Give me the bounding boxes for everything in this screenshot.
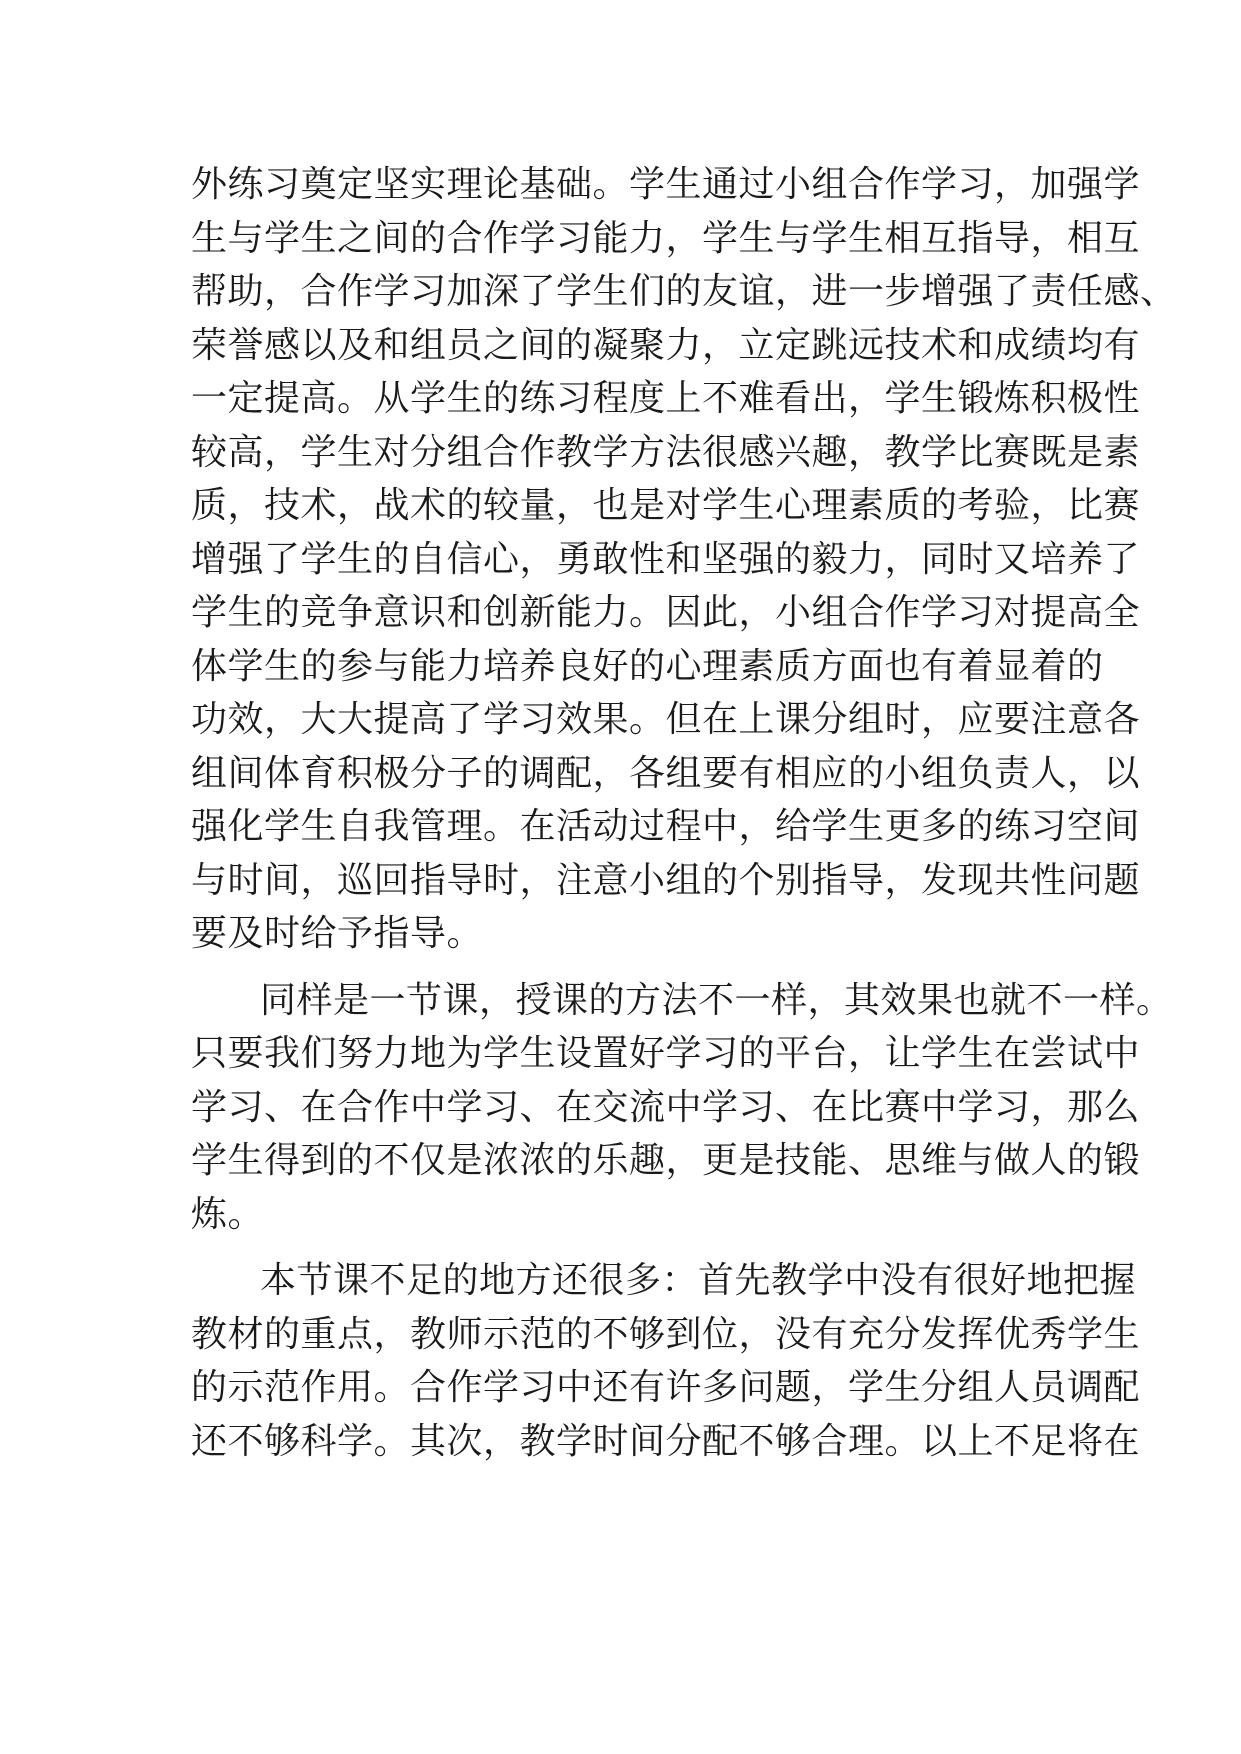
text-line: 同样是一节课，授课的方法不一样，其效果也就不一样。 (260, 979, 1173, 1021)
text-line: 与时间，巡回指导时，注意小组的个别指导，发现共性问题 (191, 859, 1141, 901)
paragraph-1 (191, 158, 1177, 961)
text-line: 功效，大大提高了学习效果。但在上课分组时，应要注意各 (191, 699, 1141, 740)
text-line: 荣誉感以及和组员之间的凝聚力，立定跳远技术和成绩均有 (191, 324, 1141, 366)
text-line: 较高，学生对分组合作教学方法很感兴趣，教学比赛既是素 (191, 431, 1141, 473)
text-line: 要及时给予指导。 (191, 913, 484, 954)
text-line: 一定提高。从学生的练习程度上不难看出，学生锻炼积极性 (191, 378, 1141, 419)
text-line: 组间体育积极分子的调配，各组要有相应的小组负责人，以 (191, 752, 1141, 794)
text-line: 只要我们努力地为学生设置好学习的平台，让学生在尝试中 (191, 1033, 1141, 1074)
text-line: 增强了学生的自信心，勇敢性和坚强的毅力，同时又培养了 (191, 538, 1141, 580)
text-line: 学生的竞争意识和创新能力。因此，小组合作学习对提高全 (191, 592, 1141, 633)
paragraph-2 (191, 974, 1173, 1242)
text-line: 教材的重点，教师示范的不够到位，没有充分发挥优秀学生 (191, 1313, 1141, 1355)
paragraph-spacer (191, 961, 1051, 974)
text-line: 外练习奠定坚实理论基础。学生通过小组合作学习，加强学 (191, 164, 1141, 205)
text-line: 强化学生自我管理。在活动过程中，给学生更多的练习空间 (191, 806, 1141, 847)
text-line: 本节课不足的地方还很多：首先教学中没有很好地把握 (260, 1260, 1137, 1301)
text-line: 还不够科学。其次，教学时间分配不够合理。以上不足将在 (191, 1420, 1141, 1462)
text-line: 学习、在合作中学习、在交流中学习、在比赛中学习，那么 (191, 1086, 1141, 1128)
text-line: 帮助，合作学习加深了学生们的友谊，进一步增强了责任感、 (191, 271, 1177, 312)
body-text (191, 158, 1177, 1468)
text-line: 学生得到的不仅是浓浓的乐趣，更是技能、思维与做人的锻 (191, 1140, 1141, 1181)
paragraph-3 (191, 1254, 1141, 1468)
text-line: 质，技术，战术的较量，也是对学生心理素质的考验，比赛 (191, 485, 1141, 526)
paragraph-spacer (191, 1241, 1051, 1254)
text-line: 炼。 (191, 1193, 265, 1235)
text-line: 体学生的参与能力培养良好的心理素质方面也有着显着的 (191, 645, 1104, 687)
text-line: 生与学生之间的合作学习能力，学生与学生相互指导，相互 (191, 217, 1141, 259)
text-line: 的示范作用。合作学习中还有许多问题，学生分组人员调配 (191, 1367, 1141, 1408)
